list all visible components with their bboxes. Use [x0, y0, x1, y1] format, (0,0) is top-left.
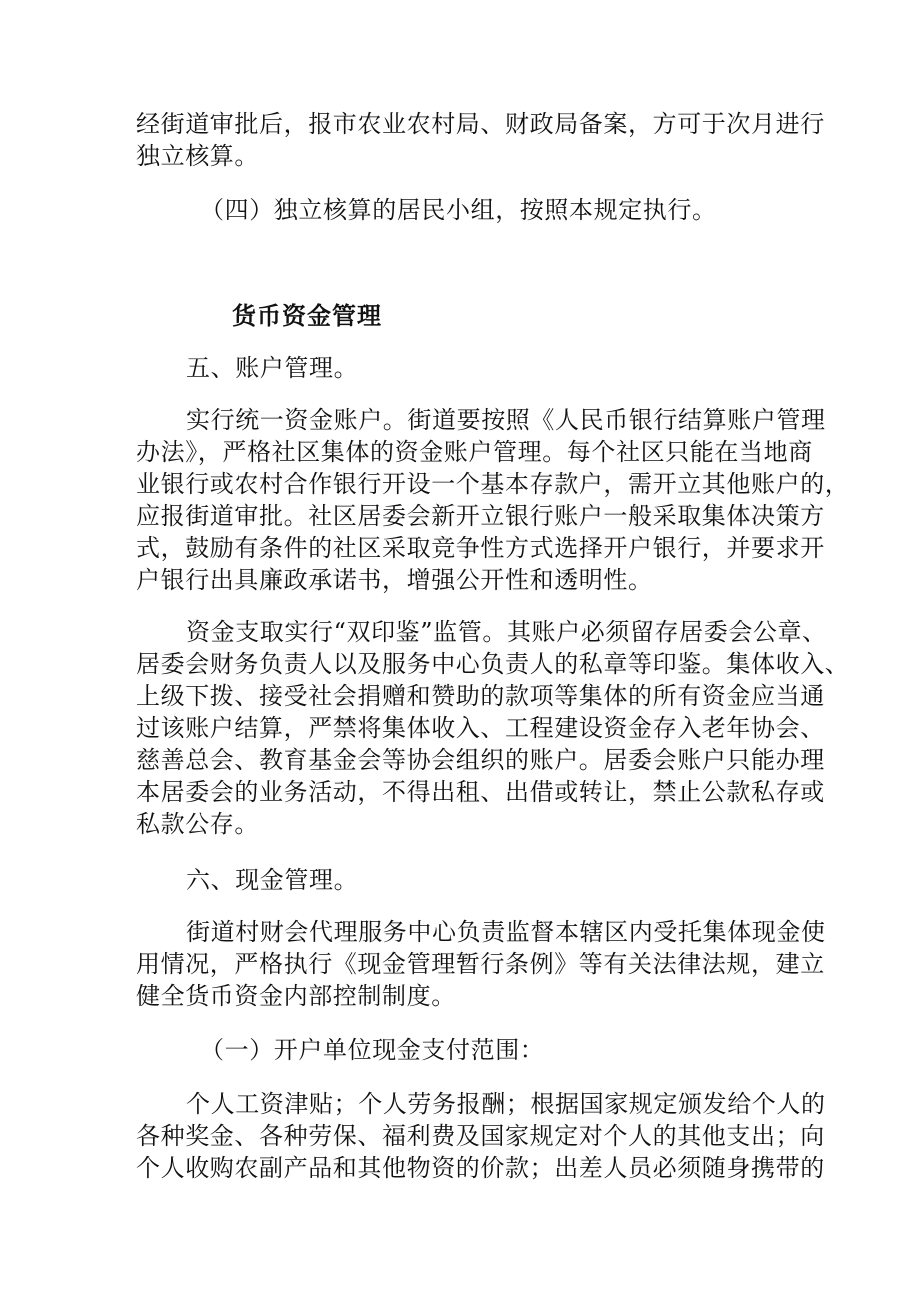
paragraph-line: 个人工资津贴；个人劳务报酬；根据国家规定颁发给个人的 — [186, 1090, 826, 1118]
paragraph-line: 私款公存。 — [136, 810, 259, 838]
paragraph-line: 街道村财会代理服务中心负责监督本辖区内受托集体现金使 — [186, 918, 826, 946]
paragraph-line: 户银行出具廉政承诺书，增强公开性和透明性。 — [136, 566, 653, 594]
paragraph-line: 居委会财务负责人以及服务中心负责人的私章等印鉴。集体收入、 — [136, 650, 850, 678]
list-item-one: （一）开户单位现金支付范围： — [200, 1036, 545, 1064]
paragraph-line: 独立核算。 — [136, 142, 259, 170]
list-item-four: （四）独立核算的居民小组，按照本规定执行。 — [200, 196, 717, 224]
paragraph-line: 办法》，严格社区集体的资金账户管理。每个社区只能在当地商 — [136, 438, 813, 466]
paragraph-line: 用情况，严格执行《现金管理暂行条例》等有关法律法规，建立 — [136, 950, 825, 978]
paragraph-line: 经街道审批后，报市农业农村局、财政局备案，方可于次月进行 — [136, 110, 825, 138]
paragraph-line: 式，鼓励有条件的社区采取竞争性方式选择开户银行，并要求开 — [136, 534, 825, 562]
subheading-cash-management: 六、现金管理。 — [186, 866, 359, 894]
subheading-account-management: 五、账户管理。 — [186, 354, 359, 382]
paragraph-line: 应报街道审批。社区居委会新开立银行账户一般采取集体决策方 — [136, 502, 825, 530]
paragraph-line: 本居委会的业务活动，不得出租、出借或转让，禁止公款私存或 — [136, 778, 825, 806]
paragraph-line: 实行统一资金账户。街道要按照《人民币银行结算账户管理 — [186, 406, 826, 434]
paragraph-line: 各种奖金、各种劳保、福利费及国家规定对个人的其他支出；向 — [136, 1122, 825, 1150]
paragraph-line: 资金支取实行“双印鉴”监管。其账户必须留存居委会公章、 — [186, 618, 827, 646]
paragraph-line: 健全货币资金内部控制制度。 — [136, 982, 456, 1010]
paragraph-line: 个人收购农副产品和其他物资的价款；出差人员必须随身携带的 — [136, 1154, 825, 1182]
section-title: 货币资金管理 — [232, 302, 382, 330]
paragraph-line: 过该账户结算，严禁将集体收入、工程建设资金存入老年协会、 — [136, 714, 825, 742]
paragraph-line: 业银行或农村合作银行开设一个基本存款户，需开立其他账户的， — [136, 470, 850, 498]
paragraph-line: 上级下拨、接受社会捐赠和赞助的款项等集体的所有资金应当通 — [136, 682, 825, 710]
paragraph-line: 慈善总会、教育基金会等协会组织的账户。居委会账户只能办理 — [136, 746, 825, 774]
